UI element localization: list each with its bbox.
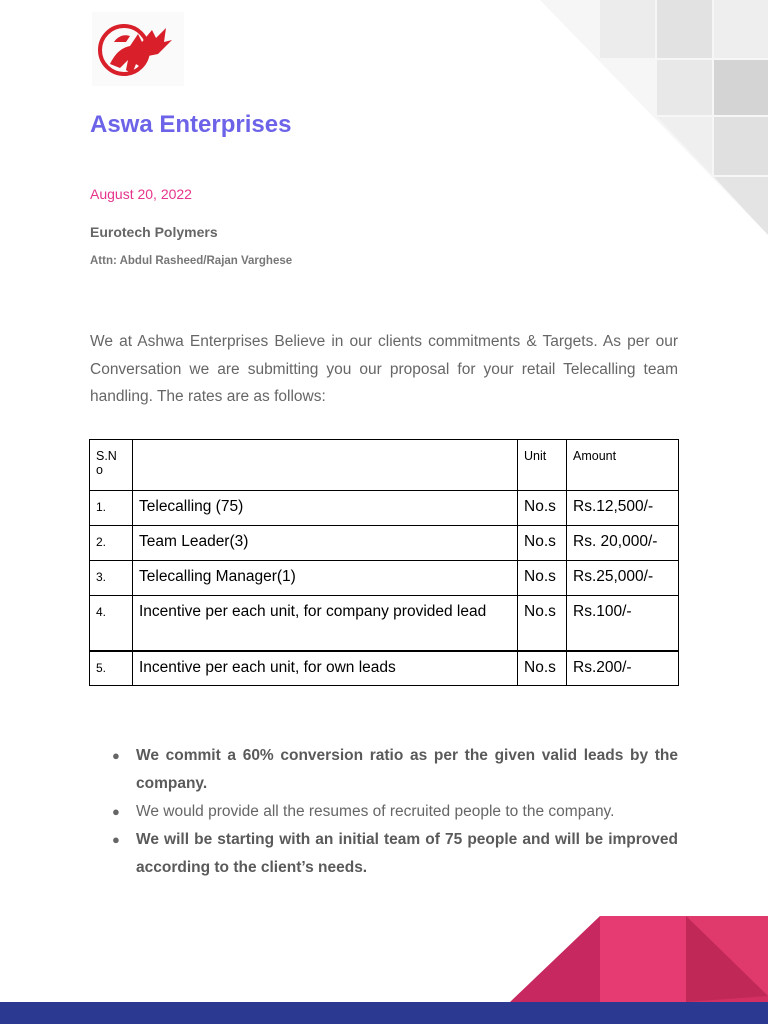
header-unit: Unit: [518, 440, 567, 491]
header-amount: Amount: [567, 440, 679, 491]
list-item-text: We would provide all the resumes of recruited people to the company.: [136, 803, 615, 820]
list-item: [112, 742, 678, 798]
row-sno: 5.: [90, 651, 133, 686]
row-sno: 2.: [90, 526, 133, 561]
rates-table: [89, 439, 679, 686]
row-sno: 3.: [90, 561, 133, 596]
row-description: Team Leader(3): [133, 526, 518, 561]
row-sno: 4.: [90, 596, 133, 651]
table-row: [90, 491, 679, 526]
header-description: [133, 440, 518, 491]
bullet-icon: ●: [112, 804, 120, 819]
table-header-row: [90, 440, 679, 491]
header-sno: S.N o: [90, 440, 133, 491]
row-description: Incentive per each unit, for company provided lead: [133, 596, 518, 651]
row-sno: 1.: [90, 491, 133, 526]
bullet-icon: ●: [112, 748, 120, 763]
table-row: [90, 526, 679, 561]
table-row: [90, 651, 679, 686]
commitments-list: [112, 742, 678, 882]
winged-horse-icon: [92, 12, 184, 86]
decorative-corner-pattern-top: [540, 0, 768, 240]
row-unit: No.s: [518, 596, 567, 651]
row-unit: No.s: [518, 526, 567, 561]
row-description: Telecalling (75): [133, 491, 518, 526]
list-item-text: We will be starting with an initial team of 75 people and will be improved according to the client’s needs.: [136, 831, 678, 876]
row-unit: No.s: [518, 491, 567, 526]
row-unit: No.s: [518, 651, 567, 686]
row-amount: Rs.100/-: [567, 596, 679, 651]
row-amount: Rs.200/-: [567, 651, 679, 686]
row-unit: No.s: [518, 561, 567, 596]
row-amount: Rs. 20,000/-: [567, 526, 679, 561]
table-row: [90, 596, 679, 651]
row-description: Telecalling Manager(1): [133, 561, 518, 596]
bullet-icon: ●: [112, 832, 120, 847]
list-item: [112, 826, 678, 882]
decorative-corner-pattern-bottom: [510, 912, 768, 1002]
recipient-company: Eurotech Polymers: [90, 224, 218, 240]
table-row: [90, 561, 679, 596]
row-description: Incentive per each unit, for own leads: [133, 651, 518, 686]
row-amount: Rs.25,000/-: [567, 561, 679, 596]
list-item: [112, 798, 678, 826]
row-amount: Rs.12,500/-: [567, 491, 679, 526]
letter-date: August 20, 2022: [90, 186, 192, 202]
list-item-text: We commit a 60% conversion ratio as per the given valid leads by the company.: [136, 747, 678, 792]
company-name: Aswa Enterprises: [90, 111, 292, 138]
footer-bar: [0, 1002, 768, 1024]
intro-paragraph: We at Ashwa Enterprises Believe in our clients commitments & Targets. As per our Conversation we are submitting you our proposal for your retail Telecalling team handling. The rates are as follows:: [90, 333, 678, 405]
attention-line: Attn: Abdul Rasheed/Rajan Varghese: [90, 255, 293, 267]
